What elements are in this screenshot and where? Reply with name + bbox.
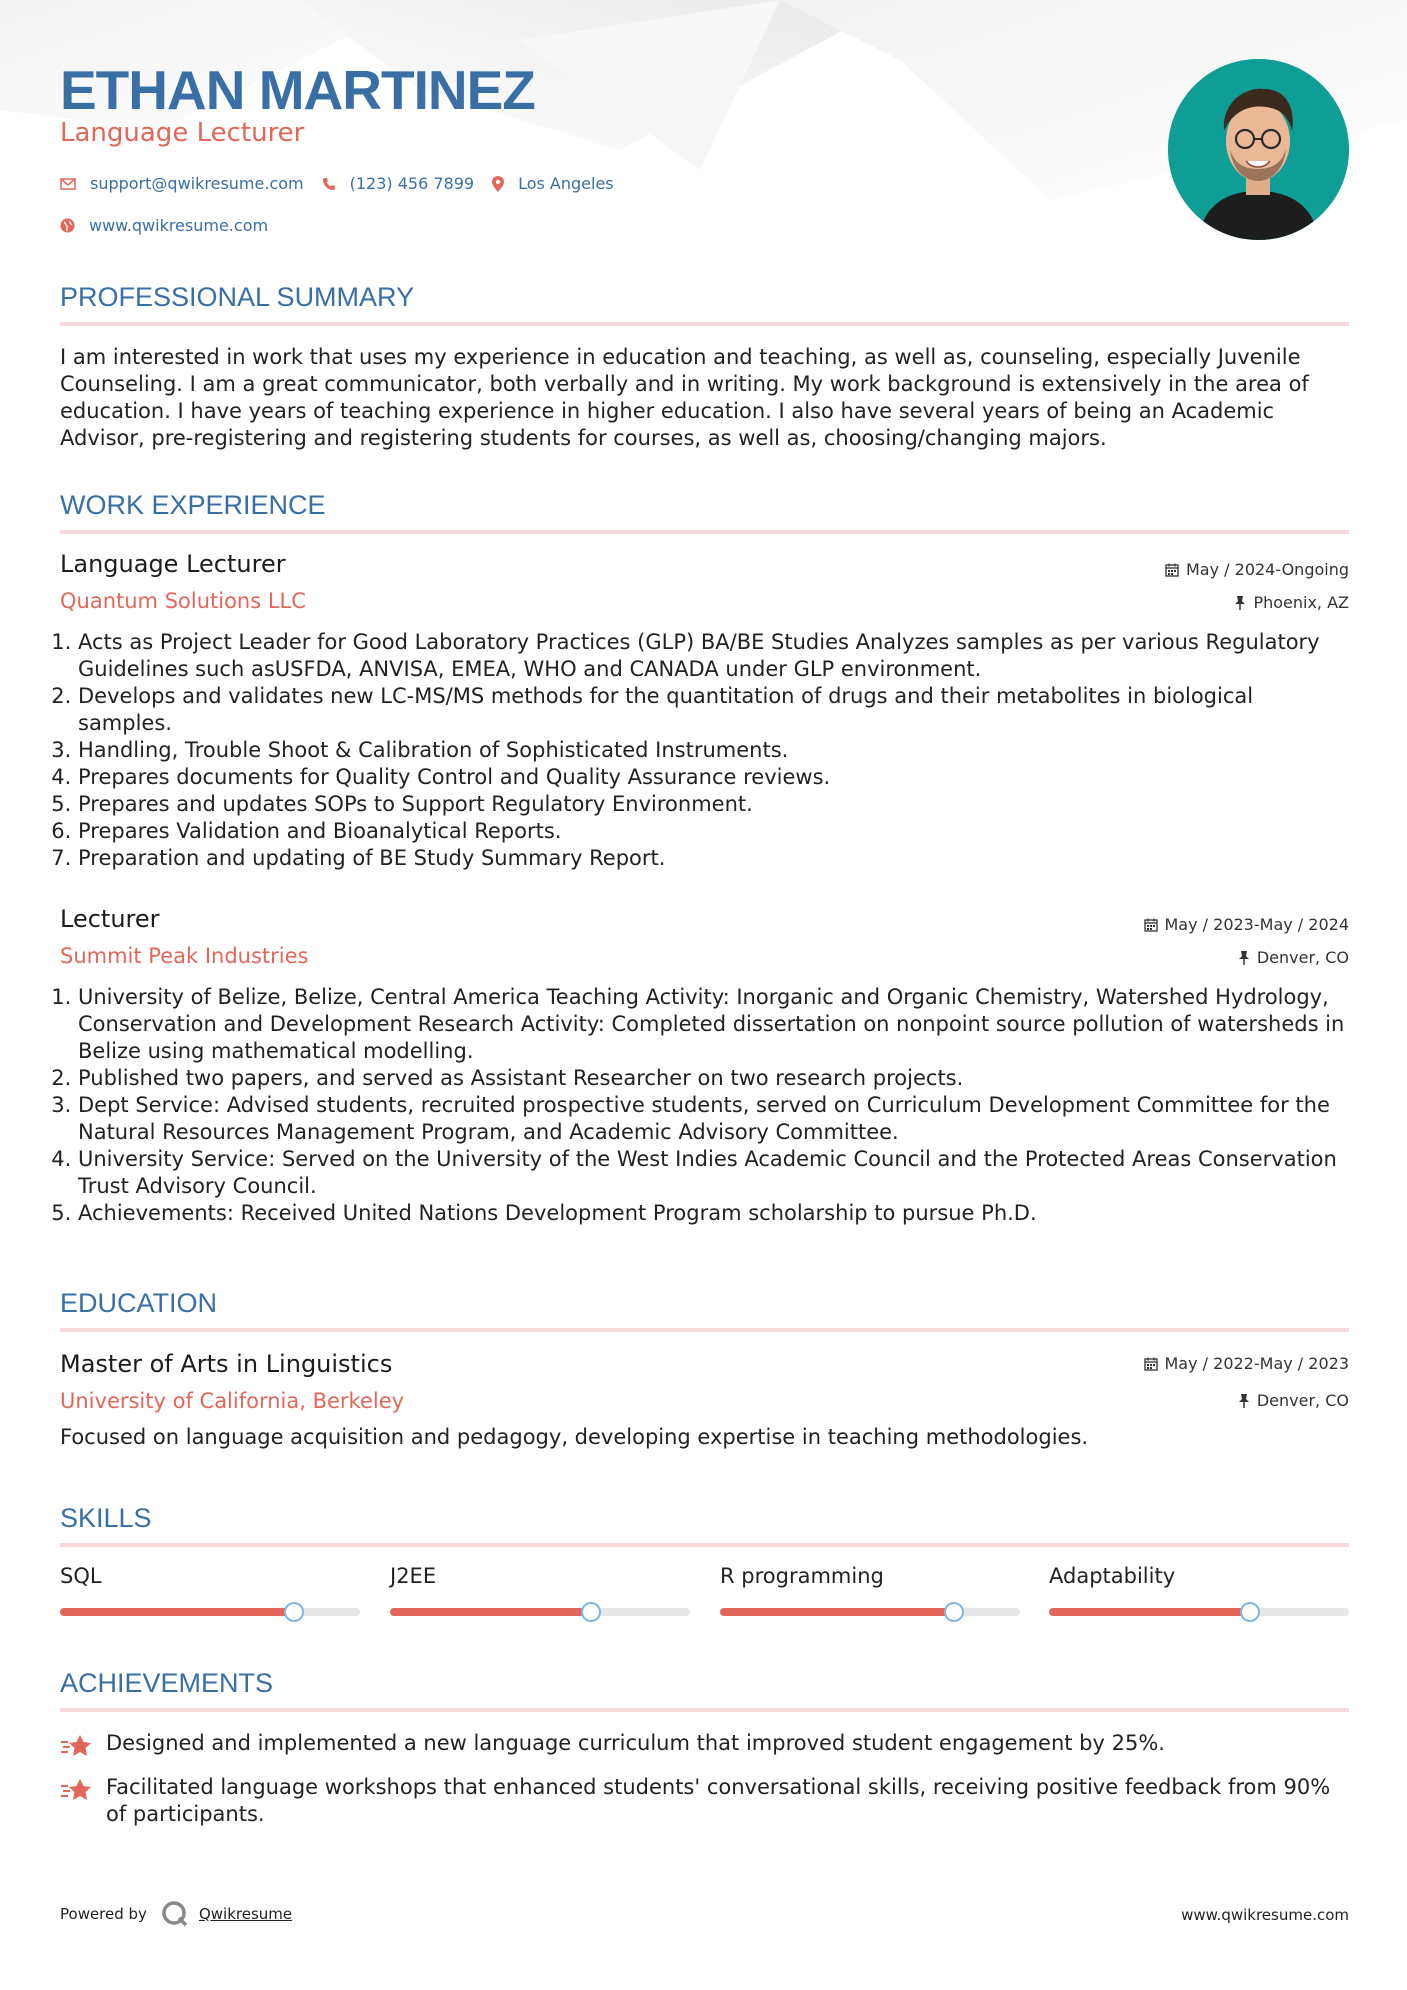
job-date <box>1144 915 1350 934</box>
skills-heading: SKILLS <box>60 1503 152 1533</box>
profile-photo <box>1168 59 1349 240</box>
section-divider <box>60 1328 1349 1332</box>
website-text: www.qwikresume.com <box>89 216 269 235</box>
website-row <box>60 216 286 235</box>
skill-bar-knob <box>944 1602 964 1622</box>
job-bullets <box>60 629 1349 872</box>
job-company: Quantum Solutions LLC <box>60 589 306 613</box>
summary-heading: PROFESSIONAL SUMMARY <box>60 282 415 312</box>
shooting-star-icon <box>60 1732 94 1760</box>
education-location <box>1238 1391 1349 1410</box>
candidate-title: Language Lecturer <box>60 118 305 148</box>
school-name: University of California, Berkeley <box>60 1389 405 1413</box>
skill-bar-knob <box>581 1602 601 1622</box>
education-date <box>1144 1354 1350 1373</box>
list-item: 3. Handling, Trouble Shoot & Calibration of Sophisticated Instruments. <box>78 737 1349 764</box>
achievements-heading: ACHIEVEMENTS <box>60 1668 274 1698</box>
job-bullets <box>60 984 1349 1227</box>
powered-by-label: Powered by <box>60 1905 147 1923</box>
list-item: 4. Prepares documents for Quality Control and Quality Assurance reviews. <box>78 764 1349 791</box>
pushpin-icon <box>1234 596 1246 610</box>
section-divider <box>60 322 1349 326</box>
degree-title: Master of Arts in Linguistics <box>60 1350 393 1378</box>
location-text: Los Angeles <box>518 174 614 193</box>
achievement-text: Facilitated language workshops that enhanced students' conversational skills, receiving positive feedback from 90% of participants. <box>106 1775 1331 1826</box>
skill-name: SQL <box>60 1564 102 1588</box>
education-heading: EDUCATION <box>60 1288 218 1318</box>
list-item: 6. Prepares Validation and Bioanalytical Reports. <box>78 818 1349 845</box>
email-icon <box>60 178 76 190</box>
location-item <box>492 174 614 193</box>
job-location-text: Phoenix, AZ <box>1253 593 1349 612</box>
skill-bar-fill <box>1049 1608 1250 1616</box>
section-divider <box>60 530 1349 534</box>
skill-item <box>390 1564 690 1588</box>
list-item: 7. Preparation and updating of BE Study Summary Report. <box>78 845 1349 872</box>
footer-powered-by <box>60 1900 292 1928</box>
list-item: 1. University of Belize, Belize, Central America Teaching Activity: Inorganic and Organic Chemistry, Watershed Hydrology, Conservation and Development Research Activity: Completed dissertation on nonpoint source pollution of watersheds in Belize using mathematical modelling. <box>78 984 1349 1065</box>
job-company: Summit Peak Industries <box>60 944 309 968</box>
qwikresume-logo-icon <box>161 1900 189 1928</box>
map-pin-icon <box>492 176 504 192</box>
contact-row <box>60 174 632 193</box>
email-text: support@qwikresume.com <box>90 174 304 193</box>
section-divider <box>60 1543 1349 1547</box>
list-item: 5. Prepares and updates SOPs to Support Regulatory Environment. <box>78 791 1349 818</box>
skill-item <box>720 1564 1020 1588</box>
list-item: 4. University Service: Served on the University of the West Indies Academic Council and the Protected Areas Conservation Trust Advisory Council. <box>78 1146 1349 1200</box>
calendar-icon <box>1144 1357 1158 1371</box>
shooting-star-icon <box>60 1776 94 1804</box>
pushpin-icon <box>1238 1394 1250 1408</box>
skill-name: Adaptability <box>1049 1564 1176 1588</box>
job-title: Language Lecturer <box>60 550 286 578</box>
skill-bar <box>60 1608 360 1616</box>
skill-name: J2EE <box>390 1564 437 1588</box>
skill-item <box>1049 1564 1349 1588</box>
experience-heading: WORK EXPERIENCE <box>60 490 326 520</box>
website-item[interactable] <box>60 216 268 235</box>
phone-item[interactable] <box>322 174 474 193</box>
phone-icon <box>322 177 336 191</box>
skill-bar-fill <box>60 1608 294 1616</box>
globe-icon <box>60 218 75 233</box>
achievement-item <box>60 1730 1349 1760</box>
qwikresume-link[interactable]: Qwikresume <box>198 1905 293 1923</box>
candidate-name: ETHAN MARTINEZ <box>60 59 535 121</box>
skill-bar <box>390 1608 690 1616</box>
skill-bar-fill <box>390 1608 591 1616</box>
skill-bar-knob <box>284 1602 304 1622</box>
list-item: 1. Acts as Project Leader for Good Laboratory Practices (GLP) BA/BE Studies Analyzes samples as per various Regulatory Guidelines such asUSFDA, ANVISA, EMEA, WHO and CANADA under GLP environment. <box>78 629 1349 683</box>
job-date-text: May / 2023-May / 2024 <box>1164 915 1349 934</box>
skill-name: R programming <box>720 1564 884 1588</box>
phone-text: (123) 456 7899 <box>349 174 475 193</box>
education-date-text: May / 2022-May / 2023 <box>1164 1354 1349 1373</box>
job-location-text: Denver, CO <box>1256 948 1349 967</box>
skill-bar <box>1049 1608 1349 1616</box>
list-item: 5. Achievements: Received United Nations Development Program scholarship to pursue Ph.D. <box>78 1200 1349 1227</box>
resume-page <box>60 0 1349 1990</box>
list-item: 2. Develops and validates new LC-MS/MS methods for the quantitation of drugs and their metabolites in biological samples. <box>78 683 1349 737</box>
job-date <box>1165 560 1349 579</box>
pushpin-icon <box>1238 951 1250 965</box>
calendar-icon <box>1144 918 1158 932</box>
job-date-text: May / 2024-Ongoing <box>1186 560 1349 579</box>
skill-bar <box>720 1608 1020 1616</box>
calendar-icon <box>1165 563 1179 577</box>
list-item: 2. Published two papers, and served as Assistant Researcher on two research projects. <box>78 1065 1349 1092</box>
section-divider <box>60 1708 1349 1712</box>
job-location <box>1238 948 1349 967</box>
education-description: Focused on language acquisition and pedagogy, developing expertise in teaching methodologies. <box>60 1425 1089 1449</box>
skill-item <box>60 1564 360 1588</box>
skill-bar-knob <box>1240 1602 1260 1622</box>
skill-bar-fill <box>720 1608 954 1616</box>
summary-text: I am interested in work that uses my experience in education and teaching, as well as, counseling, especially Juvenile Counseling. I am a great communicator, both verbally and in writing. My work background is extensively in the area of education. I have years of teaching experience in higher education. I also have several years of being an Academic Advisor, pre-registering and registering students for courses, as well as, choosing/changing majors. <box>60 345 1309 450</box>
education-location-text: Denver, CO <box>1256 1391 1349 1410</box>
job-location <box>1234 593 1349 612</box>
list-item: 3. Dept Service: Advised students, recruited prospective students, served on Curriculum Development Committee for the Natural Resources Management Program, and Academic Advisory Committee. <box>78 1092 1349 1146</box>
achievement-text: Designed and implemented a new language curriculum that improved student engagement by 25%. <box>106 1731 1165 1755</box>
footer-website[interactable]: www.qwikresume.com <box>1181 1906 1349 1924</box>
achievement-item <box>60 1774 1349 1828</box>
email-item[interactable] <box>60 174 304 193</box>
job-title: Lecturer <box>60 905 160 933</box>
